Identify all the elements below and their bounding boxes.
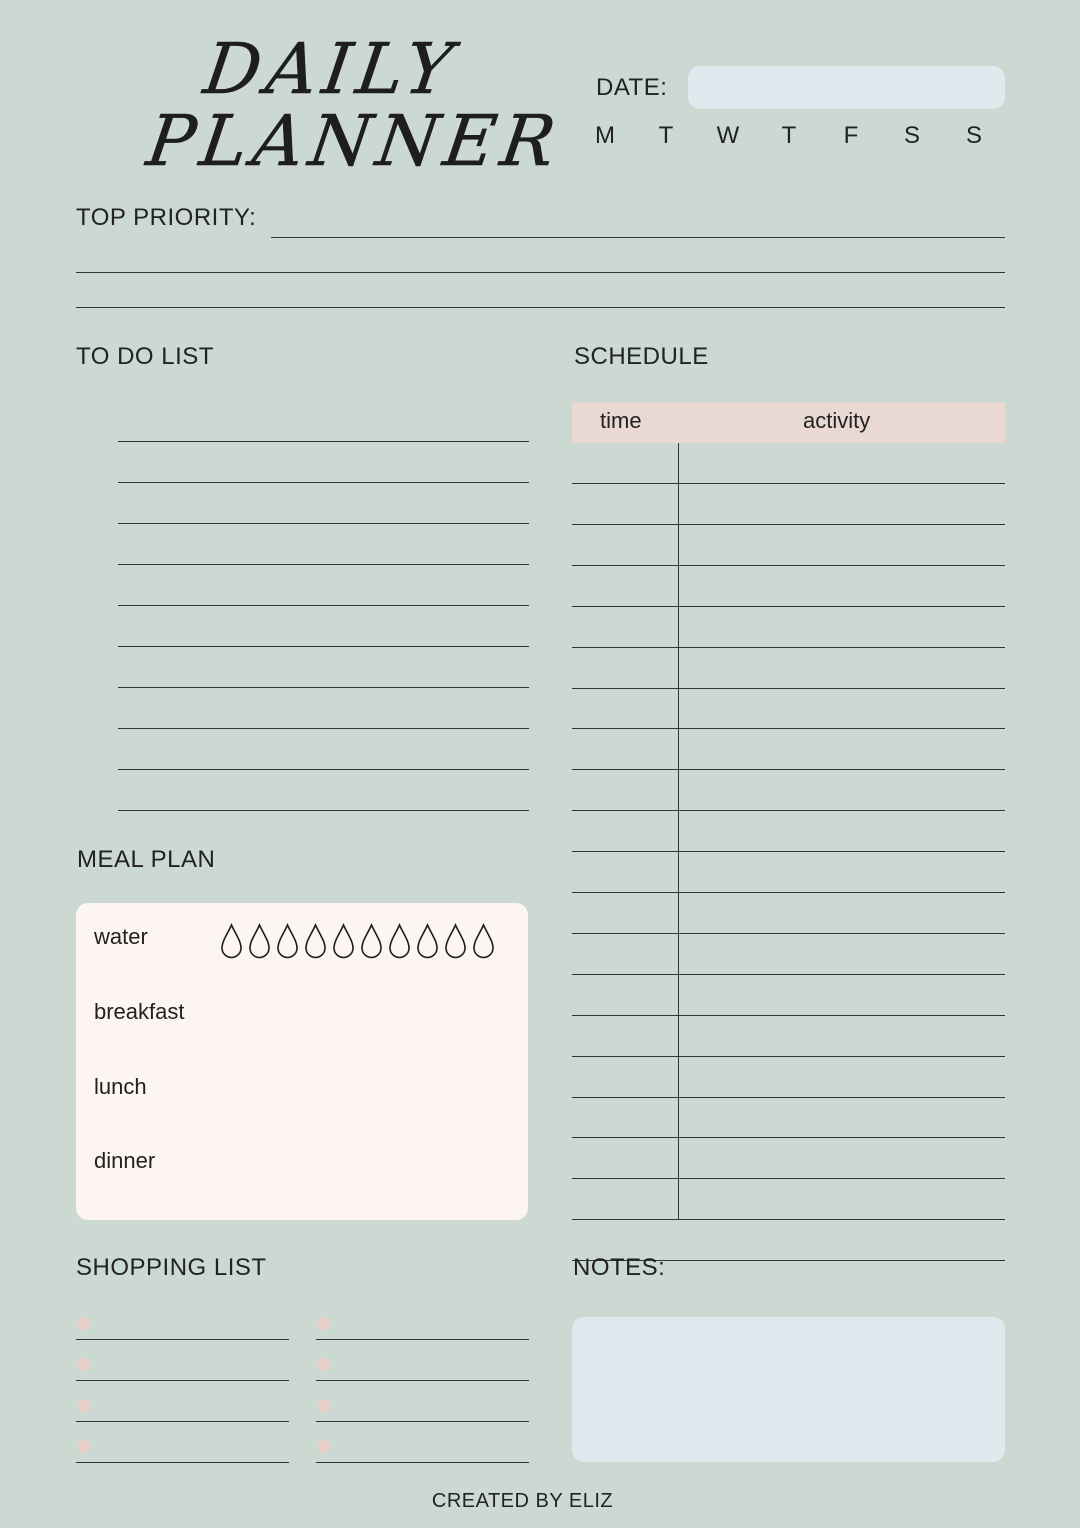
schedule-row-line[interactable] — [572, 933, 1005, 934]
dinner-label: dinner — [94, 1148, 156, 1173]
shopping-bullet — [77, 1440, 90, 1453]
schedule-row-line[interactable] — [572, 974, 1005, 975]
title-line-2: PLANNER — [142, 100, 567, 182]
top-priority-line-2[interactable] — [76, 272, 1005, 273]
meal-plan-box — [76, 903, 528, 1220]
weekday-fri[interactable]: F — [843, 122, 859, 149]
schedule-divider — [678, 443, 679, 1220]
schedule-row-line[interactable] — [572, 524, 1005, 525]
shopping-item-line[interactable] — [76, 1380, 289, 1381]
water-drop-icon[interactable] — [219, 923, 244, 959]
schedule-row-line[interactable] — [572, 728, 1005, 729]
weekday-sun[interactable]: S — [965, 122, 982, 149]
notes-heading: NOTES: — [573, 1254, 666, 1281]
lunch-label: lunch — [94, 1074, 147, 1099]
shopping-item-line[interactable] — [316, 1380, 529, 1381]
schedule-row-line[interactable] — [572, 851, 1005, 852]
date-label: DATE: — [596, 74, 668, 101]
weekday-mon[interactable]: M — [595, 122, 615, 149]
schedule-row-line[interactable] — [572, 1097, 1005, 1098]
schedule-row-line[interactable] — [572, 769, 1005, 770]
shopping-item-line[interactable] — [316, 1339, 529, 1340]
water-drop-icon[interactable] — [247, 923, 272, 959]
water-drop-icon[interactable] — [275, 923, 300, 959]
water-drop-icon[interactable] — [471, 923, 496, 959]
todo-line[interactable] — [118, 646, 529, 647]
shopping-item-line[interactable] — [76, 1421, 289, 1422]
todo-line[interactable] — [118, 482, 529, 483]
todo-line[interactable] — [118, 523, 529, 524]
shopping-bullet — [317, 1317, 330, 1330]
water-label: water — [94, 924, 148, 949]
water-drop-icon[interactable] — [415, 923, 440, 959]
todo-line[interactable] — [118, 687, 529, 688]
shopping-item-line[interactable] — [76, 1462, 289, 1463]
water-tracker — [219, 923, 496, 961]
schedule-activity-header: activity — [803, 408, 871, 433]
weekday-row — [590, 122, 990, 154]
schedule-row-line[interactable] — [572, 1178, 1005, 1179]
water-drop-icon[interactable] — [359, 923, 384, 959]
schedule-row-line[interactable] — [572, 647, 1005, 648]
weekday-sat[interactable]: S — [903, 122, 920, 149]
todo-line[interactable] — [118, 769, 529, 770]
schedule-heading: SCHEDULE — [574, 343, 709, 370]
weekday-wed[interactable]: W — [716, 122, 740, 149]
water-drop-icon[interactable] — [303, 923, 328, 959]
schedule-row-line[interactable] — [572, 892, 1005, 893]
schedule-row-line[interactable] — [572, 1137, 1005, 1138]
schedule-row-line[interactable] — [572, 1056, 1005, 1057]
shopping-bullet — [317, 1399, 330, 1412]
schedule-row-line[interactable] — [572, 1219, 1005, 1220]
weekday-thu[interactable]: T — [781, 122, 797, 149]
shopping-bullet — [317, 1440, 330, 1453]
shopping-bullet — [77, 1399, 90, 1412]
title-line-1: DAILY — [199, 28, 464, 110]
shopping-bullet — [77, 1358, 90, 1371]
breakfast-label: breakfast — [94, 999, 185, 1024]
top-priority-line-1[interactable] — [271, 237, 1005, 238]
todo-line[interactable] — [118, 810, 529, 811]
schedule-header — [572, 402, 1005, 443]
shopping-list-heading: SHOPPING LIST — [76, 1254, 267, 1281]
schedule-time-header: time — [600, 408, 642, 433]
schedule-row-line[interactable] — [572, 810, 1005, 811]
shopping-bullet — [77, 1317, 90, 1330]
todo-line[interactable] — [118, 728, 529, 729]
shopping-item-line[interactable] — [316, 1421, 529, 1422]
meal-plan-heading: MEAL PLAN — [77, 846, 216, 873]
water-drop-icon[interactable] — [443, 923, 468, 959]
water-drop-icon[interactable] — [387, 923, 412, 959]
weekday-tue[interactable]: T — [658, 122, 674, 149]
schedule-row-line[interactable] — [572, 483, 1005, 484]
todo-line[interactable] — [118, 605, 529, 606]
shopping-item-line[interactable] — [316, 1462, 529, 1463]
schedule-row-line[interactable] — [572, 606, 1005, 607]
shopping-item-line[interactable] — [76, 1339, 289, 1340]
schedule-row-line[interactable] — [572, 1015, 1005, 1016]
todo-line[interactable] — [118, 564, 529, 565]
top-priority-label: TOP PRIORITY: — [76, 204, 257, 231]
shopping-bullet — [317, 1358, 330, 1371]
notes-input[interactable] — [572, 1317, 1005, 1462]
water-drop-icon[interactable] — [331, 923, 356, 959]
footer-credit: CREATED BY ELIZ — [431, 1490, 614, 1512]
todo-heading: TO DO LIST — [76, 343, 214, 370]
todo-line[interactable] — [118, 441, 529, 442]
date-input[interactable] — [688, 66, 1005, 109]
schedule-row-line[interactable] — [572, 688, 1005, 689]
schedule-row-line[interactable] — [572, 565, 1005, 566]
top-priority-line-3[interactable] — [76, 307, 1005, 308]
